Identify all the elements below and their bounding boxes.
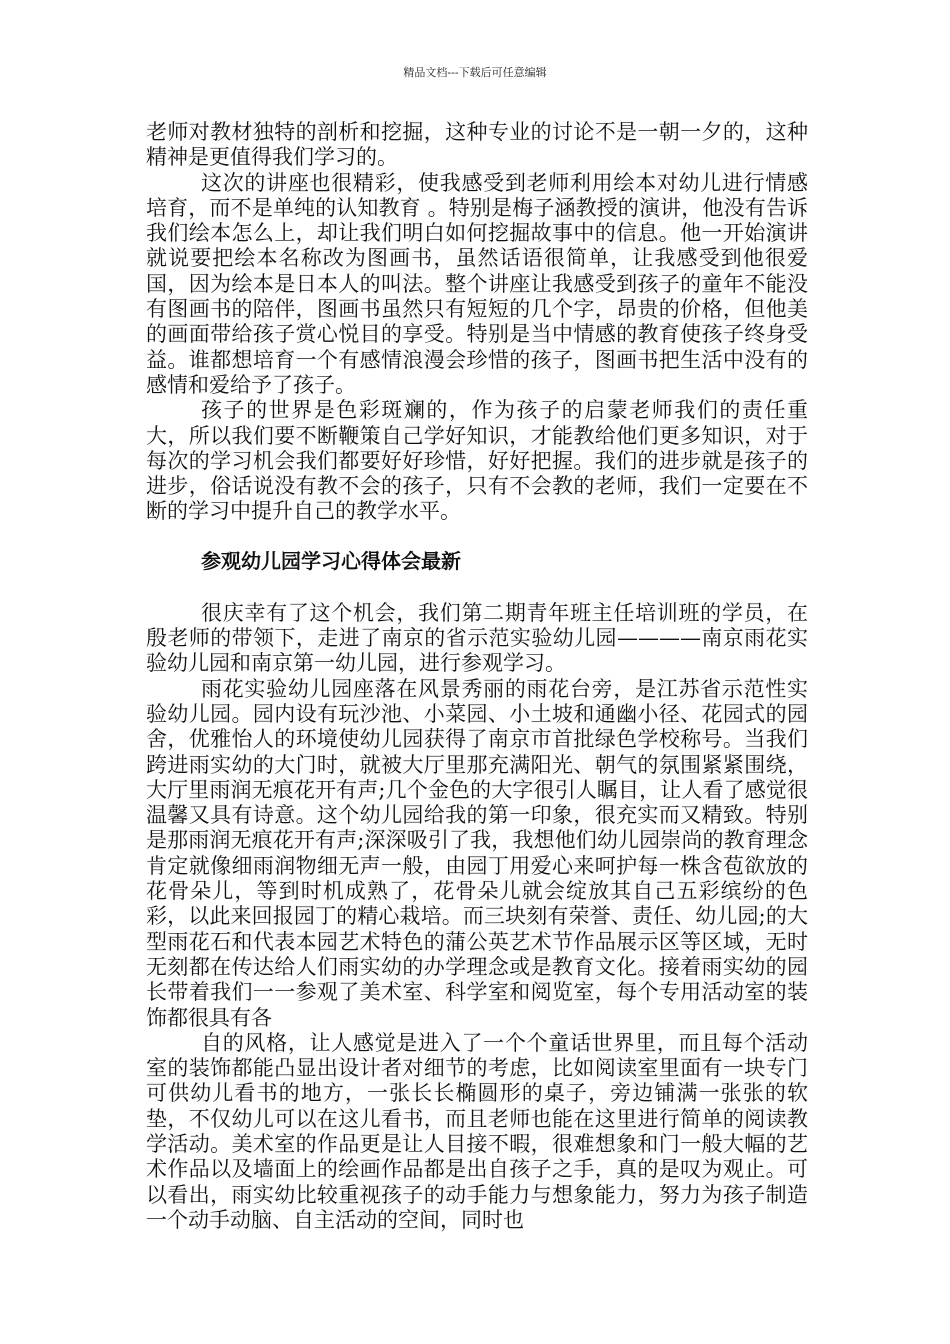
paragraph: 雨花实验幼儿园座落在风景秀丽的雨花台旁，是江苏省示范性实验幼儿园。园内设有玩沙池、小菜园、小土坡和通幽小径、花园式的园舍，优雅怡人的环境使幼儿园获得了南京市首批绿色学校称号。当我们跨进雨实幼的大门时，就被大厅里那充满阳光、朝气的氛围紧紧围绕，大厅里雨润无痕花开有声;几个金色的大字很引人瞩目，让人看了感觉很温馨又具有诗意。这个幼儿园给我的第一印象，很充实而又精致。特别是那雨润无痕花开有声;深深吸引了我，我想他们幼儿园崇尚的教育理念肯定就像细雨润物细无声一般，由园丁用爱心来呵护每一株含苞欲放的花骨朵儿，等到时机成熟了，花骨朵儿就会绽放其自己五彩缤纷的色彩，以此来回报园丁的精心栽培。而三块刻有荣誉、责任、幼儿园;的大型雨花石和代表本园艺术特色的蒲公英艺术节作品展示区等区域，无时无刻都在传达给人们雨实幼的办学理念或是教育文化。接着雨实幼的园长带着我们一一参观了美术室、科学室和阅览室，每个专用活动室的装饰都很具有各 (146, 676, 808, 1030)
document-body (146, 120, 808, 1233)
section-title: 参观幼儿园学习心得体会最新 (201, 548, 461, 573)
page-header: 精品文档---下载后可任意编辑 (403, 66, 547, 79)
paragraph: 这次的讲座也很精彩，使我感受到老师利用绘本对幼儿进行情感培育，而不是单纯的认知教育 。特别是梅子涵教授的演讲，他没有告诉我们绘本怎么上，却让我们明白如何挖掘故事中的信息。他一开始演讲就说要把绘本名称改为图画书，虽然话语很简单，让我感受到他很爱国，因为绘本是日本人的叫法。整个讲座让我感受到孩子的童年不能没有图画书的陪伴，图画书虽然只有短短的几个字，昂贵的价格，但他美的画面带给孩子赏心悦目的享受。特别是当中情感的教育使孩子终身受益。谁都想培育一个有感情浪漫会珍惜的孩子，图画书把生活中没有的感情和爱给予了孩子。 (146, 170, 808, 397)
paragraph: 自的风格，让人感觉是进入了一个个童话世界里，而且每个活动室的装饰都能凸显出设计者对细节的考虑，比如阅读室里面有一块专门可供幼儿看书的地方，一张长长椭圆形的桌子，旁边铺满一张张的软垫，不仅幼儿可以在这儿看书，而且老师也能在这里进行简单的阅读教学活动。美术室的作品更是让人目接不暇，很难想象和门一般大幅的艺术作品以及墙面上的绘画作品都是出自孩子之手，真的是叹为观止。可以看出，雨实幼比较重视孩子的动手能力与想象能力，努力为孩子制造一个动手动脑、自主活动的空间，同时也 (146, 1030, 808, 1232)
paragraph: 孩子的世界是色彩斑斓的，作为孩子的启蒙老师我们的责任重大，所以我们要不断鞭策自己学好知识，才能教给他们更多知识，对于每次的学习机会我们都要好好珍惜，好好把握。我们的进步就是孩子的进步，俗话说没有教不会的孩子，只有不会教的老师，我们一定要在不断的学习中提升自己的教学水平。 (146, 398, 808, 524)
paragraph: 很庆幸有了这个机会，我们第二期青年班主任培训班的学员，在殷老师的带领下，走进了南京的省示范实验幼儿园————南京雨花实验幼儿园和南京第一幼儿园，进行参观学习。 (146, 600, 808, 676)
paragraph: 老师对教材独特的剖析和挖掘，这种专业的讨论不是一朝一夕的，这种精神是更值得我们学习的。 (146, 120, 808, 170)
